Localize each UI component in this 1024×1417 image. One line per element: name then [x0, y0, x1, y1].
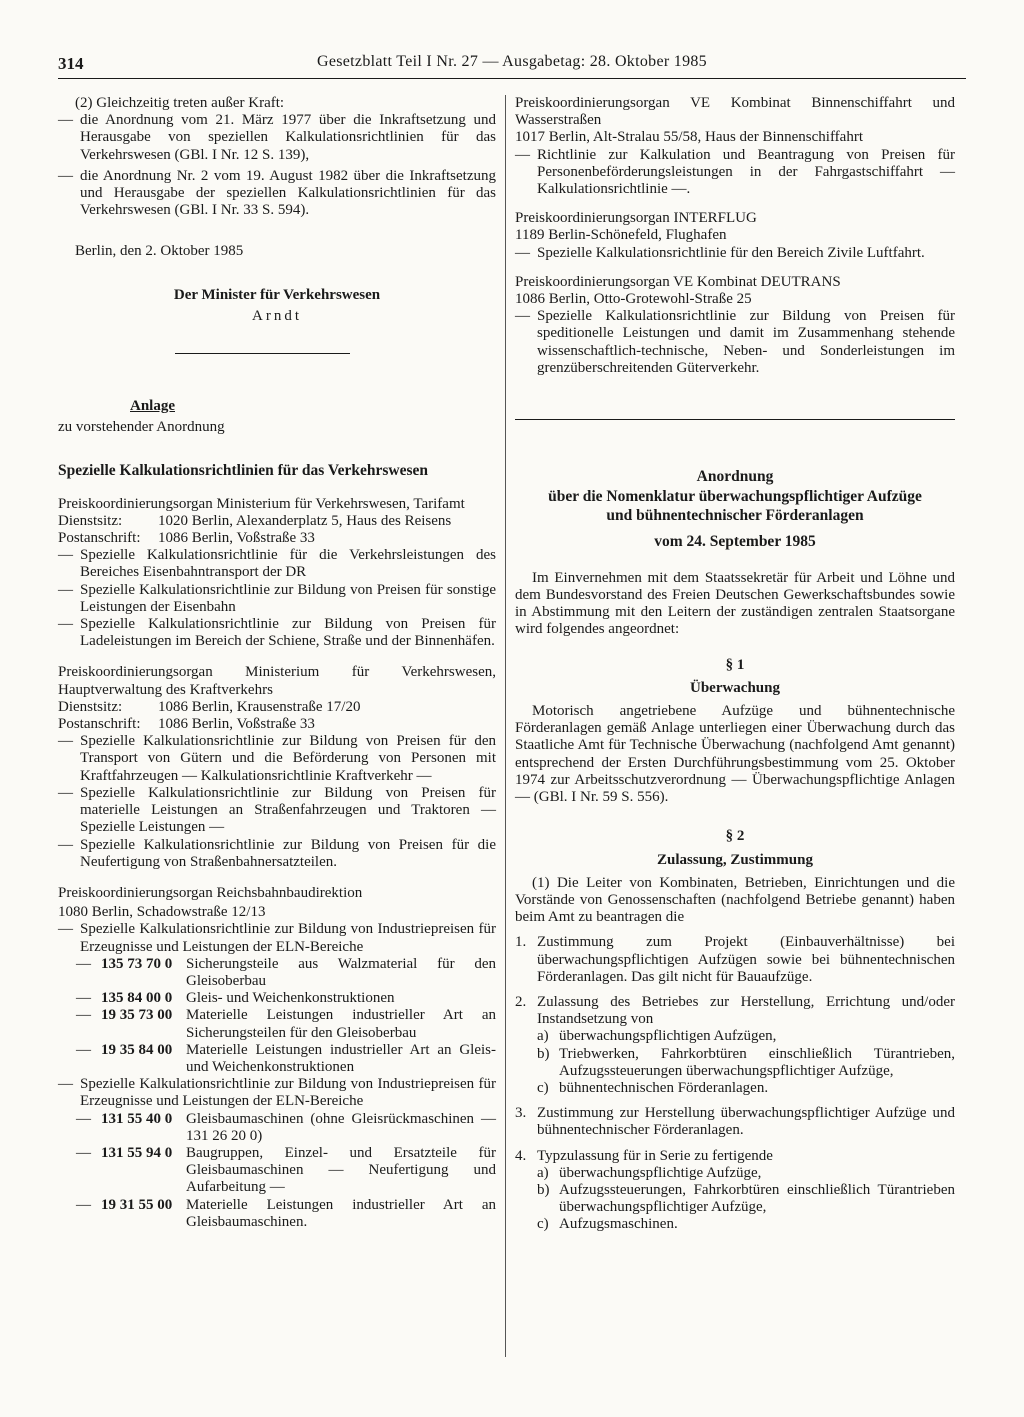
- org-address: 1080 Berlin, Schadowstraße 12/13: [58, 904, 266, 921]
- place-date: Berlin, den 2. Oktober 1985: [75, 243, 244, 260]
- org-name: Preiskoordinierungsorgan Ministerium für Verkehrswesen, Hauptverwaltung des Kraftverkehrs: [58, 664, 496, 698]
- anordnung-date: vom 24. September 1985: [654, 532, 816, 550]
- left-column: [58, 95, 496, 1231]
- lettered-item: c) Aufzugsmaschinen.: [537, 1216, 678, 1233]
- numbered-item: 1. Zustimmung zum Projekt (Einbauverhältnisse) bei überwachungspflichtigen Aufzügen sowie bei bühnentechnischen Förderanlagen. Das gilt nicht für Bauaufzüge.: [515, 934, 955, 985]
- org-section-deutrans: [515, 274, 955, 377]
- org-address: 1189 Berlin-Schönefeld, Flughafen: [515, 227, 727, 244]
- anordnung-subtitle: und bühnentechnischer Förderanlagen: [606, 507, 864, 525]
- minister-title: Der Minister für Verkehrswesen: [173, 286, 381, 303]
- repeal-intro: (2) Gleichzeitig treten außer Kraft:: [75, 95, 285, 111]
- guideline-item: — Spezielle Kalkulationsrichtlinie zur Bildung von Preisen für materielle Leistungen an Straßenfahrzeugen und Traktoren — Spezielle Leistungen —: [58, 784, 496, 836]
- section-number: § 1: [725, 656, 745, 673]
- signature-rule: [175, 353, 350, 354]
- org-address: 1086 Berlin, Otto-Grotewohl-Straße 25: [515, 291, 752, 308]
- numbered-item: 3. Zustimmung zur Herstellung überwachungspflichtiger Aufzüge und bühnentechnischer Förderanlagen.: [515, 1105, 955, 1139]
- lettered-item: b) Triebwerken, Fahrkorbtüren einschließlich Türantrieben, Aufzugssteuerungen überwachungspflichtiger Aufzüge,: [537, 1045, 955, 1079]
- section-title: Zulassung, Zustimmung: [657, 851, 813, 868]
- anordnung-intro: Im Einvernehmen mit dem Staatssekretär für Arbeit und Löhne und dem Bundesvorstand des Freien Deutschen Gewerkschaftsbundes sowie in Abstimmung mit den Leitern der zuständigen zentralen Staatsorgane wird folgendes angeordnet:: [515, 569, 955, 638]
- eln-item: — 131 55 40 0 Gleisbaumaschinen (ohne Gleisrückmaschinen — 131 26 20 0): [76, 1110, 496, 1144]
- anordnung-subtitle: über die Nomenklatur überwachungspflichtiger Aufzüge: [548, 488, 922, 506]
- repeal-item: — die Anordnung Nr. 2 vom 19. August 1982 über die Inkraftsetzung und Herausgabe der speziellen Kalkulationsrichtlinien für das Verkehrswesen (GBl. I Nr. 33 S. 594).: [58, 167, 496, 219]
- org-address: 1017 Berlin, Alt-Stralau 55/58, Haus der Binnenschiffahrt: [515, 129, 863, 146]
- lettered-item: b) Aufzugssteuerungen, Fahrkorbtüren einschließlich Türantrieben überwachungspflichtiger Aufzüge,: [537, 1181, 955, 1216]
- repeal-item: — die Anordnung vom 21. März 1977 über die Inkraftsetzung und Herausgabe von speziellen Kalkulationsrichtlinien für das Verkehrswesen (GBl. I Nr. 12 S. 139),: [58, 112, 496, 163]
- eln-item: — 135 73 70 0 Sicherungsteile aus Walzmaterial für den Gleisoberbau: [76, 955, 496, 989]
- org-name: Preiskoordinierungsorgan INTERFLUG: [515, 210, 757, 227]
- org-section-tarifamt: [58, 496, 496, 651]
- lettered-item: a) überwachungspflichtigen Aufzügen,: [537, 1028, 777, 1045]
- postanschrift-row: Postanschrift: 1086 Berlin, Voßstraße 33: [58, 530, 315, 547]
- right-column: [515, 95, 955, 1234]
- header-rule: [58, 78, 966, 79]
- org-section-binnenschiffahrt: [515, 95, 955, 198]
- eln-item: — 135 84 00 0 Gleis- und Weichenkonstruktionen: [76, 990, 395, 1007]
- guideline-item: — Spezielle Kalkulationsrichtlinie zur Bildung von Preisen für den Transport von Gütern und die Beförderung von Personen mit Kraftfahrzeugen — Kalkulationsrichtlinie Kraftverkehr —: [58, 733, 496, 784]
- anlage-heading: Anlage: [130, 398, 175, 415]
- section-text: (1) Die Leiter von Kombinaten, Betrieben, Einrichtungen und die Vorstände von Genossenschaften (nachfolgend Betriebe genannt) haben beim Amt zu beantragen die: [515, 874, 955, 926]
- guideline-item: — Spezielle Kalkulationsrichtlinie zur Bildung von Industriepreisen für Erzeugnisse und Leistungen der ELN-Bereiche: [58, 1076, 496, 1110]
- org-section-reichsbahnbaudirektion: [58, 885, 496, 1231]
- org-name: Preiskoordinierungsorgan Ministerium für Verkehrswesen, Tarifamt: [58, 495, 465, 512]
- section-title: Überwachung: [689, 679, 780, 696]
- lettered-item: c) bühnentechnischen Förderanlagen.: [537, 1079, 769, 1096]
- section-text: Motorisch angetriebene Aufzüge und bühnentechnische Förderanlagen gemäß Anlage unterliegen einer Überwachung durch das Staatliche Amt für Technische Überwachung (nachfolgend Amt genannt) entsprechend der Ersten Durchführungsbestimmung vom 25. Oktober 1974 zur Arbeitsschutzverordnung — Überwachungspflichtige Anlagen — (GBl. I Nr. 59 S. 556).: [515, 703, 955, 806]
- main-title: Spezielle Kalkulationsrichtlinien für das Verkehrswesen: [58, 462, 429, 480]
- guideline-item: — Richtlinie zur Kalkulation und Beantragung von Preisen für Personenbeförderungsleistungen in der Fahrgastschiffahrt — Kalkulationsrichtlinie —.: [515, 146, 955, 198]
- org-section-kraftverkehr: [58, 664, 496, 870]
- org-name: Preiskoordinierungsorgan VE Kombinat Binnenschiffahrt und Wasserstraßen: [515, 95, 955, 129]
- numbered-item: 4. Typzulassung für in Serie zu fertigende: [515, 1147, 773, 1164]
- eln-item: — 19 35 73 00 Materielle Leistungen industrieller Art an Sicherungsteilen für den Gleisoberbau: [76, 1007, 496, 1041]
- postanschrift-row: Postanschrift: 1086 Berlin, Voßstraße 33: [58, 716, 315, 733]
- guideline-item: — Spezielle Kalkulationsrichtlinie zur Bildung von Industriepreisen für Erzeugnisse und Leistungen der ELN-Bereiche: [58, 921, 496, 955]
- eln-item: — 19 35 84 00 Materielle Leistungen industrieller Art an Gleis- und Weichenkonstruktionen: [76, 1041, 496, 1075]
- page-header-title: Gesetzblatt Teil I Nr. 27 — Ausgabetag: 28. Oktober 1985: [317, 53, 707, 70]
- org-section-interflug: [515, 210, 955, 262]
- guideline-item: — Spezielle Kalkulationsrichtlinie zur Bildung von Preisen für sonstige Leistungen der Eisenbahn: [58, 581, 496, 615]
- guideline-item: — Spezielle Kalkulationsrichtlinie zur Bildung von Preisen für speditionelle Leistungen und damit im Zusammenhang stehende wissenschaftlich-technische, Neben- und Sonderleistungen im grenzüberschreitenden Güterverkehr.: [515, 308, 955, 376]
- column-separator: [505, 95, 506, 1357]
- numbered-item: 2. Zulassung des Betriebes zur Herstellung, Errichtung und/oder Instandsetzung von: [515, 993, 955, 1028]
- eln-item: — 19 31 55 00 Materielle Leistungen industrieller Art an Gleisbaumaschinen.: [76, 1196, 496, 1230]
- guideline-item: — Spezielle Kalkulationsrichtlinie für die Verkehrsleistungen des Bereiches Eisenbahntransport der DR: [58, 547, 496, 581]
- guideline-item: — Spezielle Kalkulationsrichtlinie zur Bildung von Preisen für die Neufertigung von Straßenbahnersatzteilen.: [58, 836, 496, 870]
- minister-name: Arndt: [252, 307, 302, 324]
- section-rule: [515, 419, 955, 420]
- anordnung-title: Anordnung: [696, 468, 774, 486]
- dienstsitz-row: Dienstsitz: 1020 Berlin, Alexanderplatz 5, Haus des Reisens: [58, 512, 452, 529]
- guideline-item: — Spezielle Kalkulationsrichtlinie für den Bereich Zivile Luftfahrt.: [515, 244, 925, 261]
- eln-item: — 131 55 94 0 Baugruppen, Einzel- und Ersatzteile für Gleisbaumaschinen — Neufertigung und Aufarbeitung —: [76, 1144, 496, 1196]
- lettered-item: a) überwachungspflichtige Aufzüge,: [537, 1164, 762, 1181]
- anlage-subtitle: zu vorstehender Anordnung: [58, 419, 225, 436]
- section-number: § 2: [725, 828, 745, 845]
- org-name: Preiskoordinierungsorgan VE Kombinat DEUTRANS: [515, 273, 841, 290]
- org-name: Preiskoordinierungsorgan Reichsbahnbaudirektion: [58, 884, 363, 901]
- page-number: 314: [58, 54, 84, 73]
- dienstsitz-row: Dienstsitz: 1086 Berlin, Krausenstraße 17/20: [58, 698, 361, 715]
- guideline-item: — Spezielle Kalkulationsrichtlinie zur Bildung von Preisen für Ladeleistungen im Bereich der Schiene, Straße und der Binnenhäfen.: [58, 616, 496, 650]
